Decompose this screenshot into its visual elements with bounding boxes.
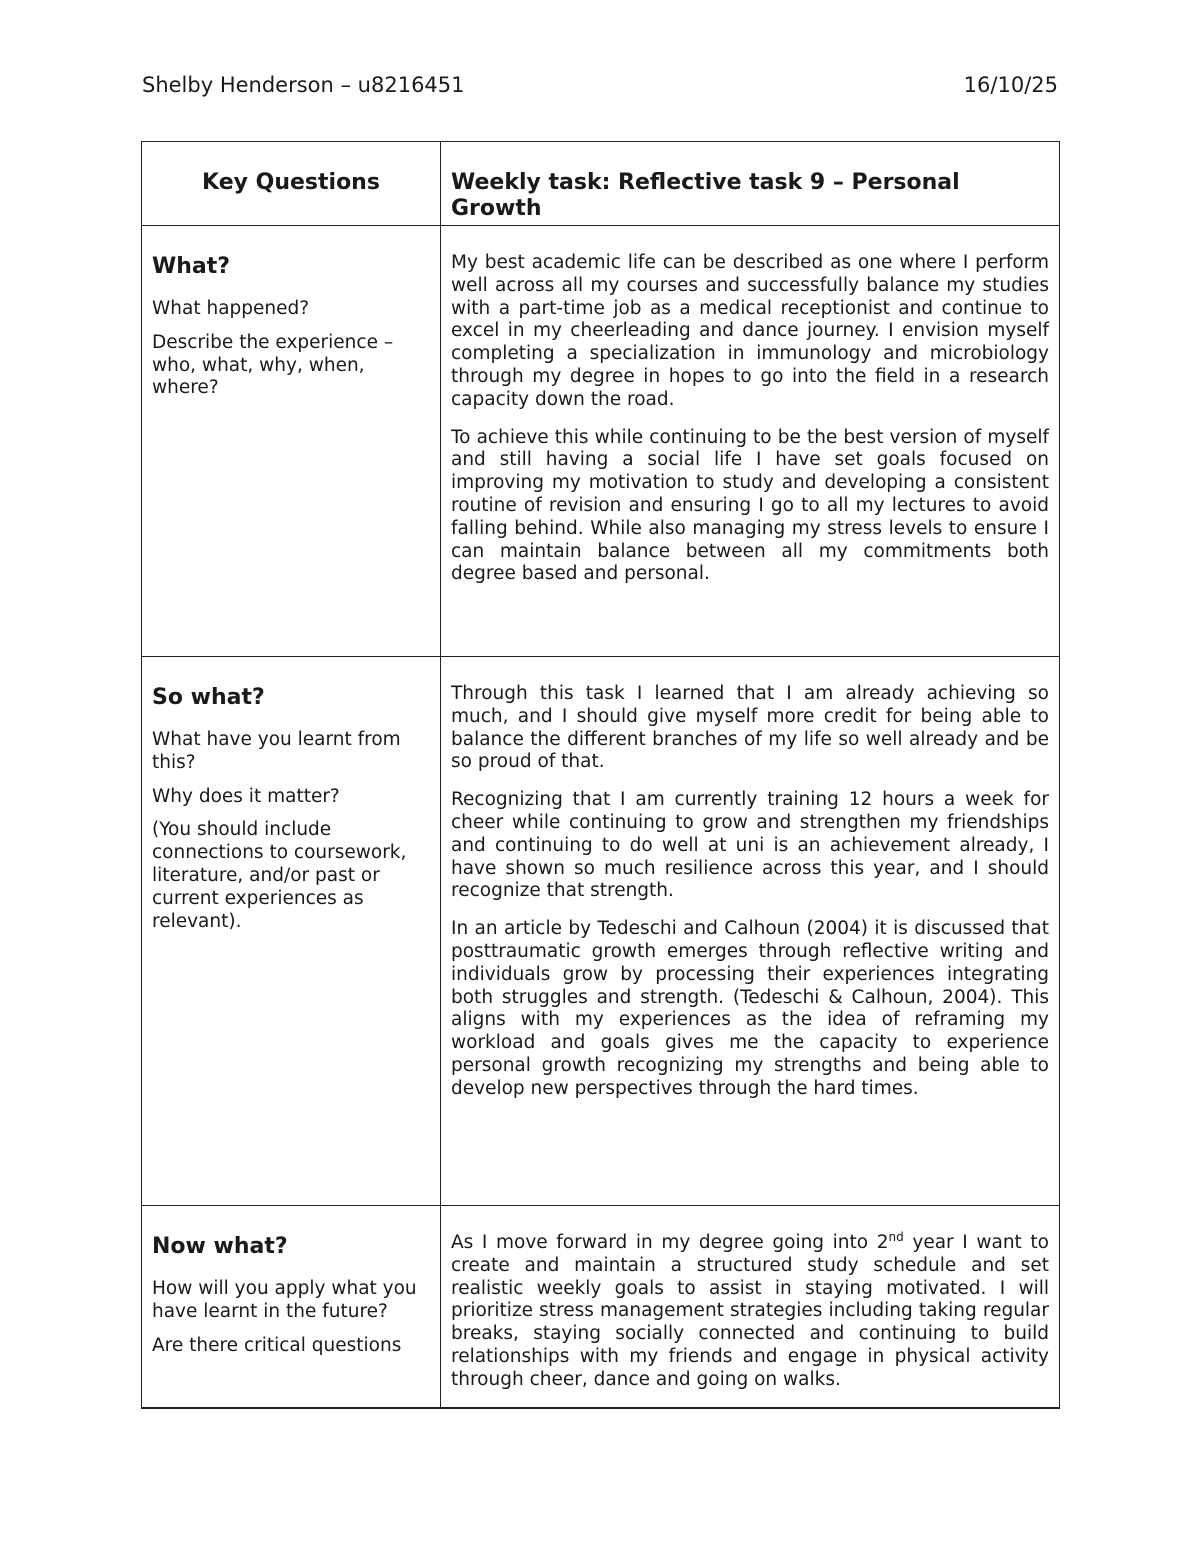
- now-what-answer-text: year I want to create and maintain a structured study schedule and set realistic weekly goals to assist in staying motivated. I will prioritize stress management strategies including taking regular breaks, staying socially connected and continuing to build relationships with my friends and engage in physical activity through cheer, dance and going on walks.: [451, 1232, 1049, 1390]
- so-what-row: [142, 657, 1060, 1206]
- so-what-title: So what?: [152, 685, 265, 710]
- what-answer-cell: [441, 226, 1060, 657]
- now-what-title: Now what?: [152, 1234, 288, 1259]
- now-what-answer-text: As I move forward in my degree going into 2: [451, 1232, 889, 1253]
- what-prompt: Describe the experience – who, what, why, when, where?: [152, 331, 394, 399]
- page-header: [142, 70, 1058, 100]
- ordinal-suffix: nd: [888, 1229, 904, 1244]
- what-title: What?: [152, 254, 231, 279]
- so-what-prompt: What have you learnt from this?: [152, 729, 401, 773]
- reflection-table: [141, 141, 1060, 1409]
- what-answer-paragraph: My best academic life can be described as one where I perform well across all my courses and successfully balance my studies with a part-time job as a medical receptionist and continue to excel in my cheerleading and dance journey. I envision myself completing a specialization in immunology and microbiology through my degree in hopes to go into the field in a research capacity down the road.: [451, 252, 1049, 410]
- what-prompt: What happened?: [152, 298, 310, 319]
- now-what-answer-cell: [441, 1206, 1060, 1408]
- so-what-answer-cell: [441, 657, 1060, 1206]
- weekly-task-header-cell: [441, 142, 1060, 226]
- date: 16/10/25: [963, 73, 1058, 97]
- now-what-question-content: [152, 1206, 430, 1406]
- what-row: [142, 226, 1060, 657]
- author-line: Shelby Henderson – u8216451: [142, 73, 465, 97]
- now-what-prompt: Are there critical questions: [152, 1334, 402, 1356]
- now-what-question-cell: [142, 1206, 441, 1408]
- what-answer-paragraph: To achieve this while continuing to be the best version of myself and still having a social life I have set goals focused on improving my motivation to study and developing a consistent routine of revision and ensuring I go to all my lectures to avoid falling behind. While also managing my stress levels to ensure I can maintain balance between all my commitments both degree based and personal.: [451, 426, 1049, 585]
- so-what-prompt: (You should include connections to coursework, literature, and/or past or current experiences as relevant).: [152, 819, 407, 932]
- so-what-prompt: Why does it matter?: [152, 785, 340, 807]
- now-what-prompt: How will you apply what you have learnt in the future?: [152, 1278, 417, 1322]
- so-what-answer-paragraph: Through this task I learned that I am already achieving so much, and I should give myself more credit for being able to balance the different branches of my life so well already and be so proud of that.: [451, 683, 1049, 773]
- so-what-answer-paragraph: Recognizing that I am currently training 12 hours a week for cheer while continuing to grow and strengthen my friendships and continuing to do well at uni is an achievement already, I have shown so much resilience across this year, and I should recognize that strength.: [451, 789, 1049, 902]
- weekly-task-header: Weekly task: Reflective task 9 – Personal Growth: [451, 170, 960, 221]
- now-what-answer-paragraph: [451, 1229, 1049, 1392]
- key-questions-header-cell: [142, 142, 441, 226]
- so-what-question-cell: [142, 657, 441, 1206]
- key-questions-header: Key Questions: [202, 170, 380, 195]
- what-question-cell: [142, 226, 441, 657]
- table-header-row: [142, 142, 1060, 226]
- now-what-row: [142, 1206, 1060, 1408]
- so-what-answer-paragraph: In an article by Tedeschi and Calhoun (2004) it is discussed that posttraumatic growth emerges through reflective writing and individuals grow by processing their experiences integrating both struggles and strength. (Tedeschi & Calhoun, 2004). This aligns with my experiences as the idea of reframing my workload and goals gives me the capacity to experience personal growth recognizing my strengths and being able to develop new perspectives through the hard times.: [451, 918, 1049, 1099]
